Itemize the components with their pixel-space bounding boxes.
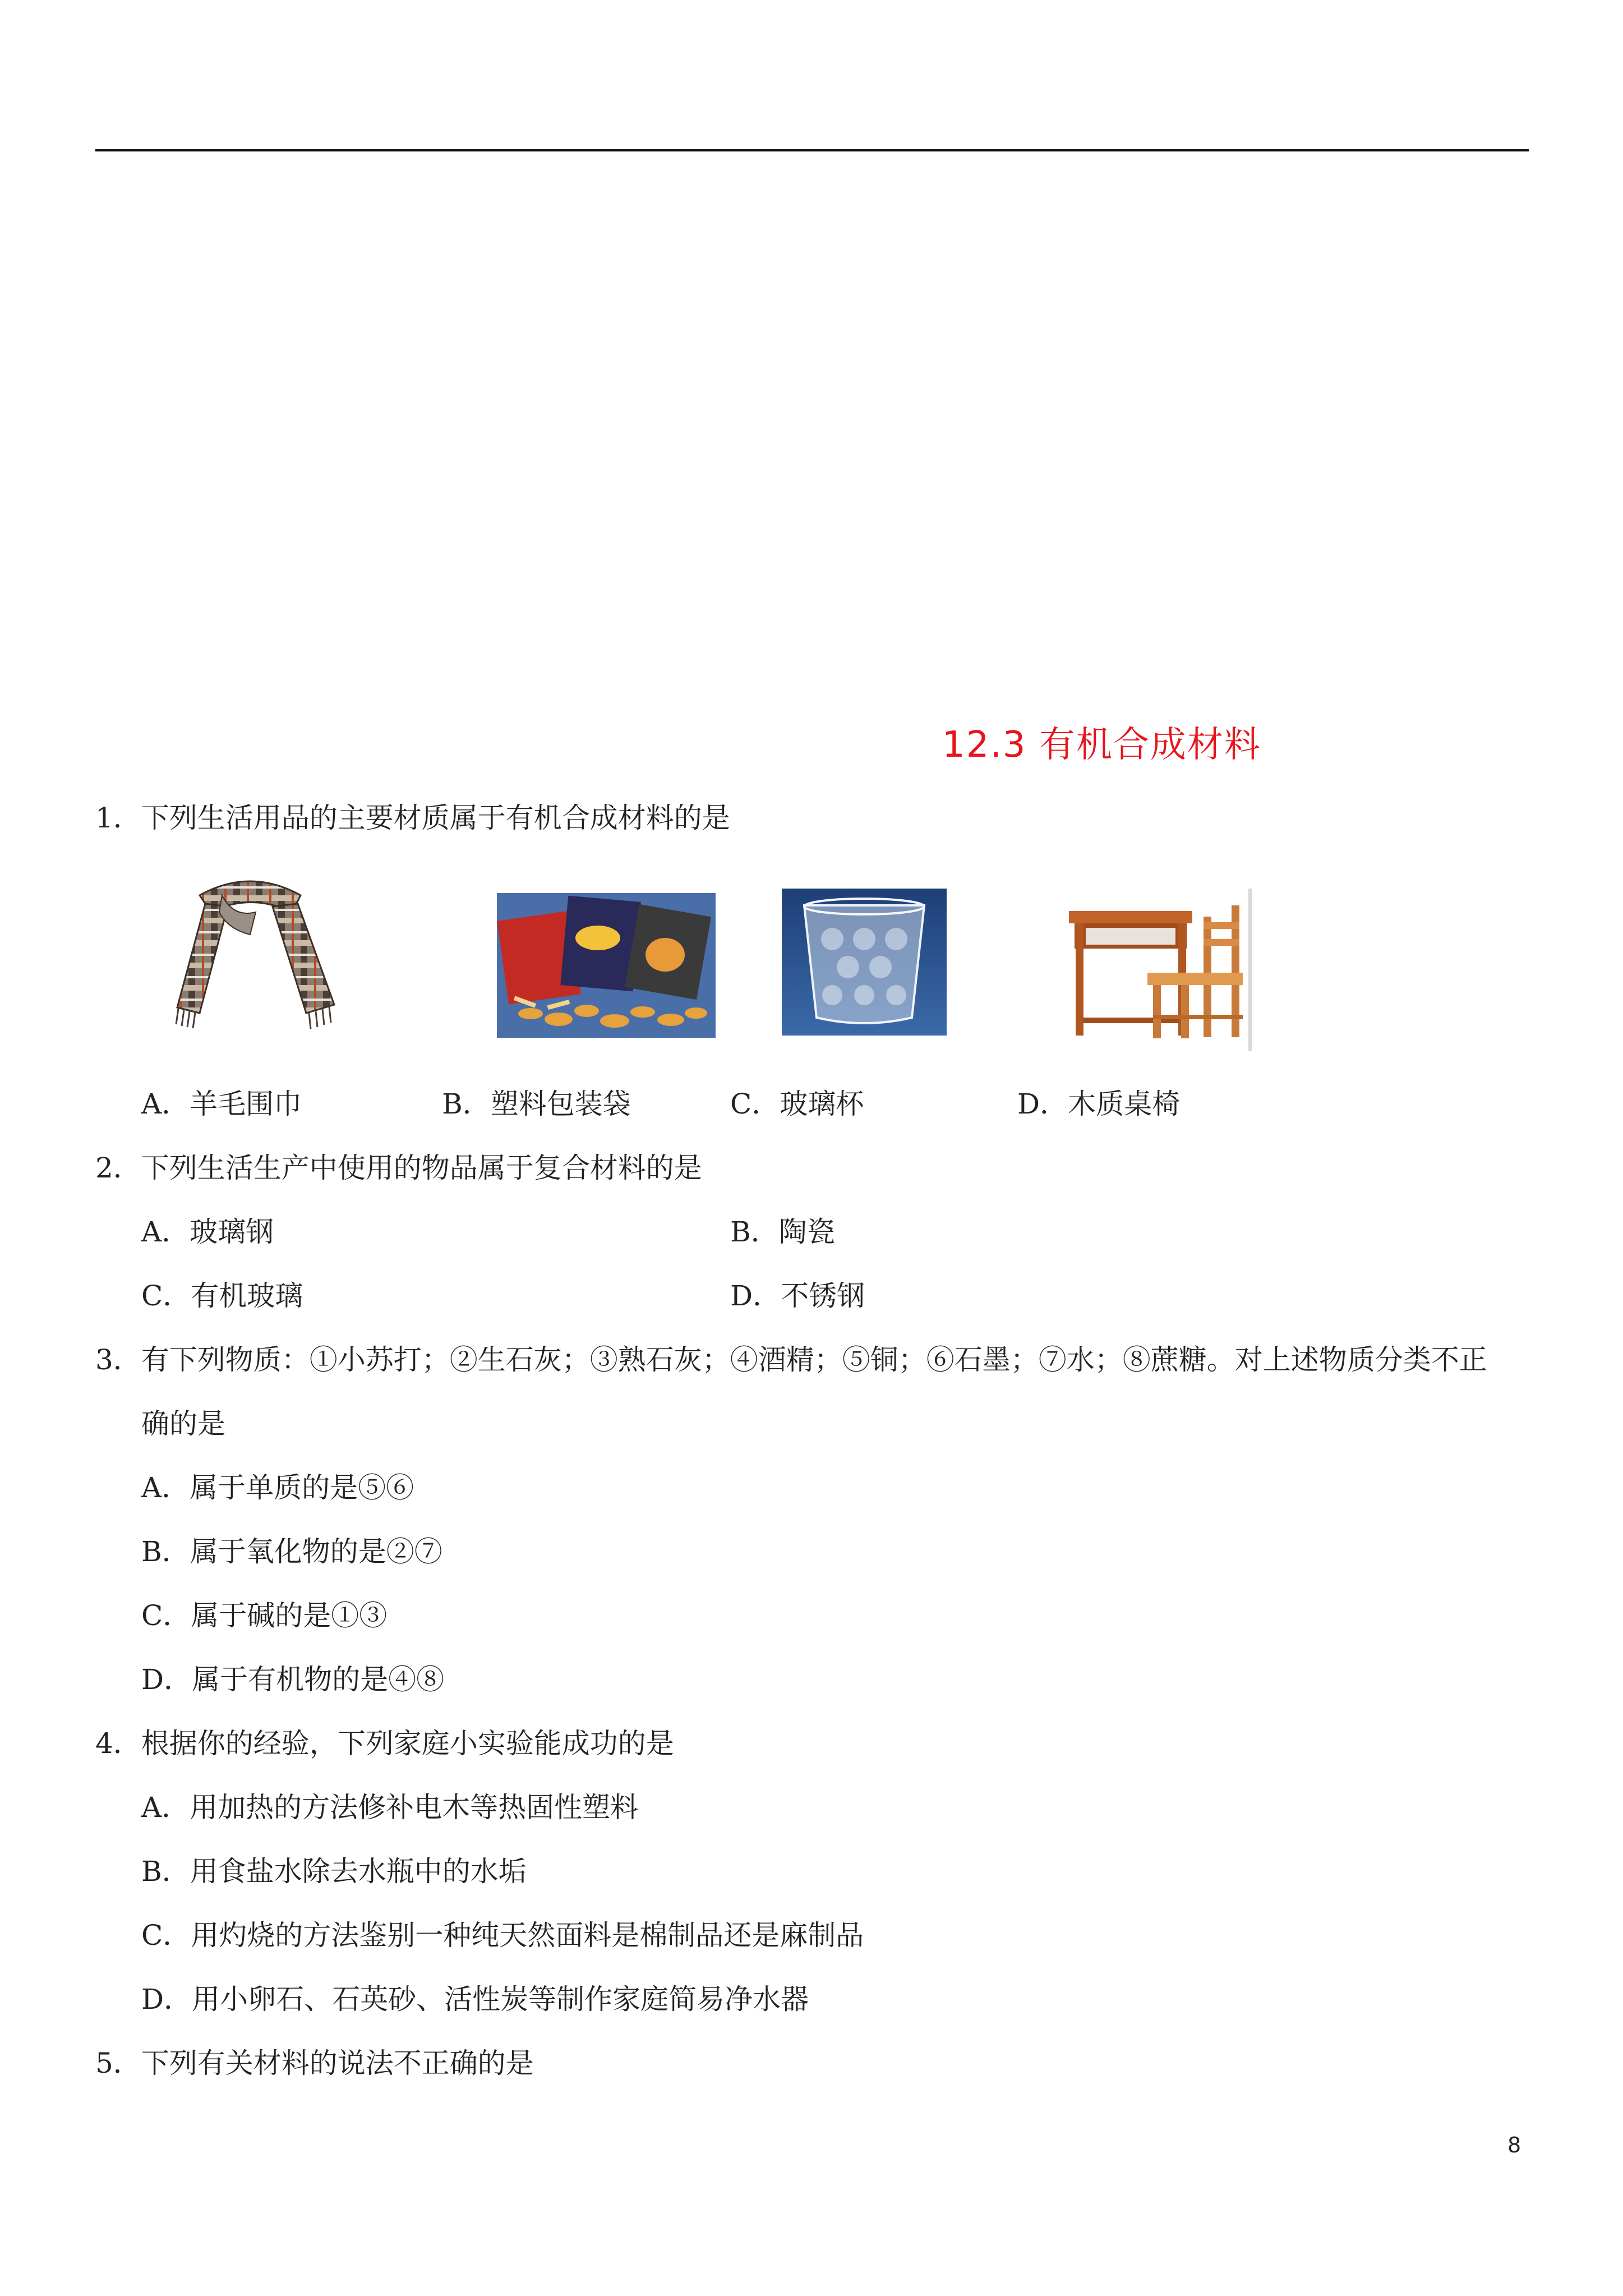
scarf-image bbox=[166, 873, 351, 1041]
question-2-option-c: C．有机玻璃 bbox=[141, 1280, 303, 1312]
question-2-option-b: B．陶瓷 bbox=[730, 1216, 835, 1248]
question-2-option-d: D．不锈钢 bbox=[730, 1280, 865, 1312]
question-1-option-b: B．塑料包装袋 bbox=[442, 1088, 631, 1120]
question-3-option-d: D．属于有机物的是④⑧ bbox=[141, 1663, 445, 1696]
glass-cup-image bbox=[782, 889, 947, 1036]
question-3-option-b: B．属于氧化物的是②⑦ bbox=[141, 1535, 442, 1568]
question-3-option-c: C．属于碱的是①③ bbox=[141, 1599, 388, 1632]
question-4-option-c: C．用灼烧的方法鉴别一种纯天然面料是棉制品还是麻制品 bbox=[141, 1919, 864, 1952]
snack-bags-image bbox=[497, 893, 716, 1038]
header-rule bbox=[95, 149, 1529, 151]
question-4-option-b: B．用食盐水除去水瓶中的水垢 bbox=[141, 1855, 527, 1888]
question-4-stem: 4．根据你的经验，下列家庭小实验能成功的是 bbox=[95, 1727, 674, 1760]
question-3-stem-line-2: 确的是 bbox=[141, 1407, 225, 1440]
section-title: 12.3 有机合成材料 bbox=[942, 724, 1261, 766]
question-2-stem: 2．下列生活生产中使用的物品属于复合材料的是 bbox=[95, 1152, 702, 1184]
question-3-stem-line-1: 3．有下列物质：①小苏打；②生石灰；③熟石灰；④酒精；⑤铜；⑥石墨；⑦水；⑧蔗糖。对上述物质分类不正 bbox=[95, 1343, 1487, 1376]
question-5-stem: 5．下列有关材料的说法不正确的是 bbox=[95, 2047, 534, 2079]
page-number: 8 bbox=[1507, 2133, 1521, 2157]
question-1-option-d: D．木质桌椅 bbox=[1017, 1088, 1181, 1120]
question-4-option-d: D．用小卵石、石英砂、活性炭等制作家庭简易净水器 bbox=[141, 1983, 809, 2016]
question-4-option-a: A．用加热的方法修补电木等热固性塑料 bbox=[141, 1791, 639, 1824]
question-1-option-a: A．羊毛围巾 bbox=[141, 1088, 302, 1120]
question-2-option-a: A．玻璃钢 bbox=[141, 1216, 274, 1248]
wooden-desk-chair-image bbox=[1063, 889, 1261, 1051]
question-1-stem: 1．下列生活用品的主要材质属于有机合成材料的是 bbox=[95, 802, 730, 834]
question-3-option-a: A．属于单质的是⑤⑥ bbox=[141, 1471, 414, 1504]
question-1-option-c: C．玻璃杯 bbox=[730, 1088, 864, 1120]
